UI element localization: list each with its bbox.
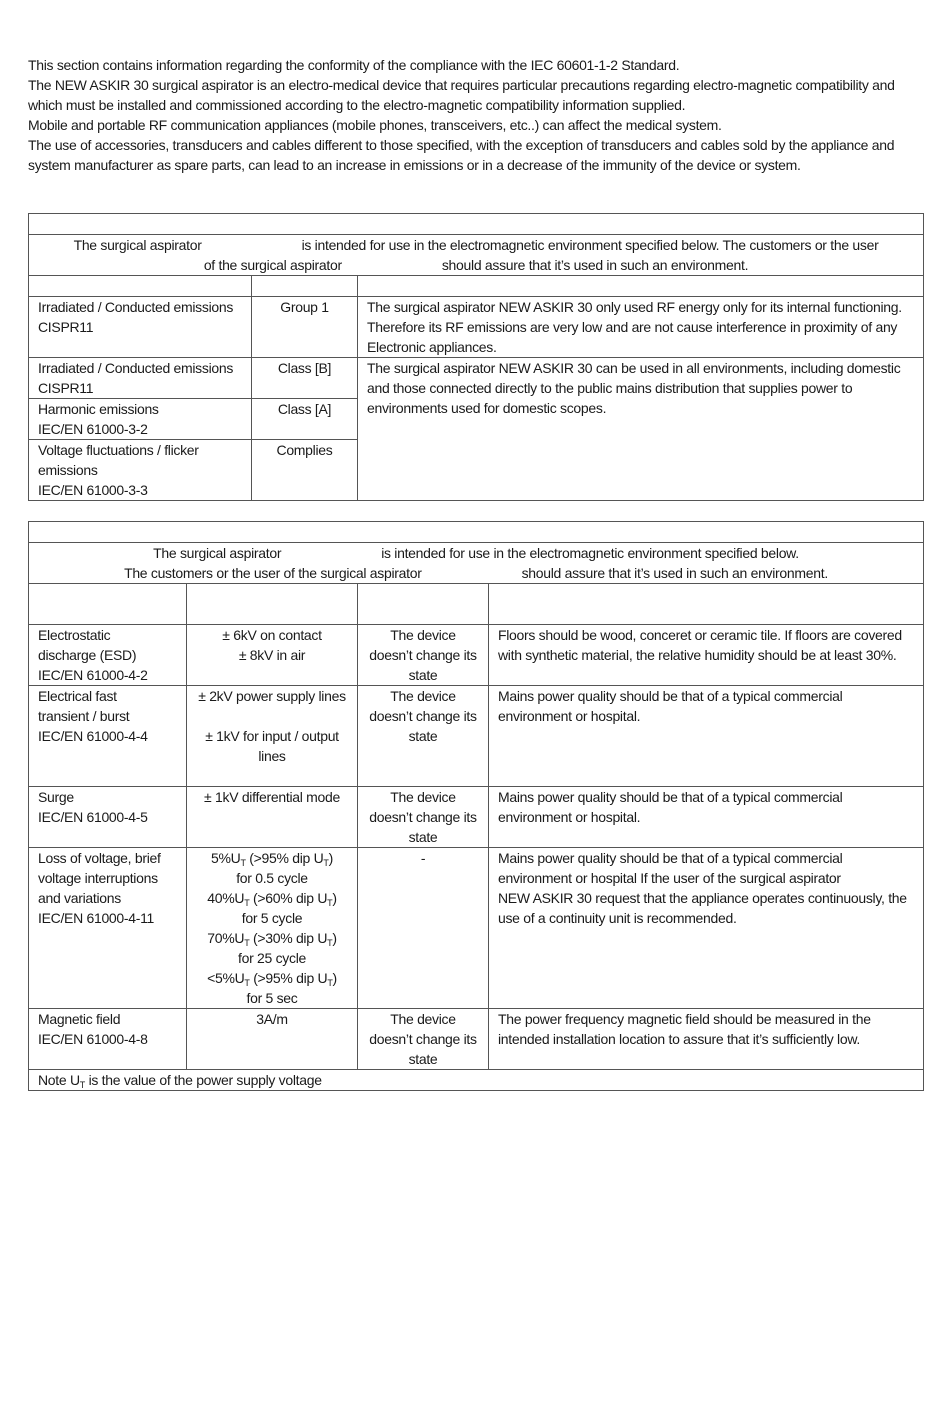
test-name: voltage interruptions (38, 870, 158, 886)
test-cell (29, 399, 252, 440)
note-cell: Note $U_T$ is the value of the power supply voltage (29, 1070, 924, 1091)
test-level-cell: ± 1kV differential mode (187, 787, 358, 848)
test-level: for 25 cycle (238, 950, 306, 966)
compliance-cell: The device doesn’t change its state (358, 686, 489, 787)
environment-cell: The surgical aspirator NEW ASKIR 30 only used RF energy only for its internal functioning. Therefore its RF emissions are very low and are not cause interference in proximity of any Electronic appliances. (358, 297, 924, 358)
compliance-cell: Group 1 (252, 297, 358, 358)
environment-text: environment or hospital If the user of the surgical aspirator (498, 870, 841, 886)
intro-paragraph: The NEW ASKIR 30 surgical aspirator is an electro-medical device that requires particular precautions regarding electro-magnetic compatibility and which must be installed and commissioned according to the electro-magnetic compatibility information supplied. (28, 77, 895, 113)
environment-text: Mains power quality should be that of a typical commercial (498, 850, 843, 866)
test-cell: Irradiated / Conducted emissions CISPR11 (29, 297, 252, 358)
compliance-cell: Class [A] (252, 399, 358, 440)
intended-text: is intended for use in the electromagnetic environment specified below. (381, 545, 799, 561)
test-cell (29, 1009, 187, 1070)
compliance-cell: - (358, 848, 489, 1009)
compliance-cell: The device doesn’t change its state (358, 625, 489, 686)
test-level: ± 1kV for input / output lines (205, 728, 339, 764)
environment-cell: The power frequency magnetic field should be measured in the intended installation location to assure that it’s sufficiently low. (489, 1009, 924, 1070)
test-level: $40\%U_T$ (>60% dip $U_T$) (207, 890, 337, 908)
test-cell (29, 686, 187, 787)
compliance-cell: The device doesn’t change its state (358, 787, 489, 848)
intro-paragraph: This section contains information regarding the conformity of the compliance with the IEC 60601-1-2 Standard. (28, 57, 680, 73)
intended-text: should assure that it’s used in such an environment. (521, 565, 828, 581)
compliance-cell: The device doesn’t change its state (358, 1009, 489, 1070)
test-level: for 5 sec (246, 990, 298, 1006)
test-standard: IEC/EN 61000-3-3 (38, 482, 148, 498)
environment-cell: The surgical aspirator NEW ASKIR 30 can be used in all environments, including domestic and those connected directly to the public mains distribution that supplies power to environments used for domestic scopes. (358, 358, 924, 501)
intro-section (28, 55, 923, 175)
table-row (29, 787, 924, 848)
environment-cell (489, 848, 924, 1009)
environment-cell: Mains power quality should be that of a typical commercial environment or hospital. (489, 686, 924, 787)
test-cell (29, 787, 187, 848)
test-level-cell (187, 686, 358, 787)
note-row (29, 1070, 924, 1091)
test-name: Electrostatic (38, 627, 111, 643)
test-name: Electrical fast (38, 688, 117, 704)
test-standard: IEC/EN 61000-3-2 (38, 421, 148, 437)
immunity-table (28, 521, 924, 1091)
test-level: ± 6kV on contact (222, 627, 322, 643)
test-level-cell: 3A/m (187, 1009, 358, 1070)
test-name: Magnetic field (38, 1011, 121, 1027)
table-title-row (29, 214, 924, 235)
test-standard: IEC/EN 61000-4-2 (38, 667, 148, 683)
test-standard: IEC/EN 61000-4-5 (38, 809, 148, 825)
intended-text: of the surgical aspirator (203, 257, 342, 273)
test-level: for 0.5 cycle (236, 870, 308, 886)
emissions-table (28, 213, 924, 501)
test-name: Surge (38, 789, 74, 805)
column-header-row (29, 276, 924, 297)
intended-text: The customers or the user of the surgical aspirator (124, 565, 422, 581)
test-standard: IEC/EN 61000-4-8 (38, 1031, 148, 1047)
test-level: for 5 cycle (241, 910, 303, 926)
column-header-row (29, 584, 924, 625)
test-name: discharge (ESD) (38, 647, 137, 663)
intended-use-row (29, 543, 924, 584)
test-cell (29, 625, 187, 686)
test-level: $<5\%U_T$ (>95% dip $U_T$) (207, 970, 337, 988)
test-level: $5\%U_T$ (>95% dip $U_T$) (211, 850, 333, 868)
test-name: Harmonic emissions (38, 401, 159, 417)
test-cell (29, 848, 187, 1009)
test-cell: Irradiated / Conducted emissions CISPR11 (29, 358, 252, 399)
intro-paragraph: Mobile and portable RF communication appliances (mobile phones, transceivers, etc..) can affect the medical system. (28, 117, 722, 133)
test-name: Voltage fluctuations / flicker emissions (38, 442, 199, 478)
table-title-row (29, 522, 924, 543)
intended-use-row (29, 235, 924, 276)
table-row (29, 848, 924, 1009)
intro-paragraph: The use of accessories, transducers and cables different to those specified, with the exception of transducers and cables sold by the appliance and system manufacturer as spare parts, can lead to an increase in emissions or in a decrease of the immunity of the device or system. (28, 137, 895, 173)
environment-cell: Floors should be wood, conceret or ceramic tile. If floors are covered with synthetic material, the relative humidity should be at least 30%. (489, 625, 924, 686)
test-name: transient / burst (38, 708, 130, 724)
test-name: Loss of voltage, brief (38, 850, 161, 866)
test-standard: IEC/EN 61000-4-11 (38, 910, 155, 926)
test-level-cell (187, 625, 358, 686)
test-standard: IEC/EN 61000-4-4 (38, 728, 148, 744)
table-row (29, 1009, 924, 1070)
test-cell (29, 440, 252, 501)
environment-cell: Mains power quality should be that of a typical commercial environment or hospital. (489, 787, 924, 848)
compliance-cell: Class [B] (252, 358, 358, 399)
test-level: $70\%U_T$ (>30% dip $U_T$) (207, 930, 337, 948)
test-level: ± 8kV in air (238, 647, 306, 663)
test-name: and variations (38, 890, 121, 906)
intended-text: The surgical aspirator (153, 545, 282, 561)
environment-text: NEW ASKIR 30 request that the appliance operates continuously, the use of a continuity unit is recommended. (498, 890, 907, 926)
table-row (29, 625, 924, 686)
intended-text: is intended for use in the electromagnetic environment specified below. The customers or the user (301, 237, 879, 253)
test-level: ± 2kV power supply lines (198, 688, 346, 704)
intended-text: The surgical aspirator (73, 237, 202, 253)
table-row (29, 297, 924, 358)
test-level-cell (187, 848, 358, 1009)
table-row (29, 686, 924, 787)
compliance-cell: Complies (252, 440, 358, 501)
intended-text: should assure that it’s used in such an environment. (441, 257, 749, 273)
table-row (29, 358, 924, 399)
